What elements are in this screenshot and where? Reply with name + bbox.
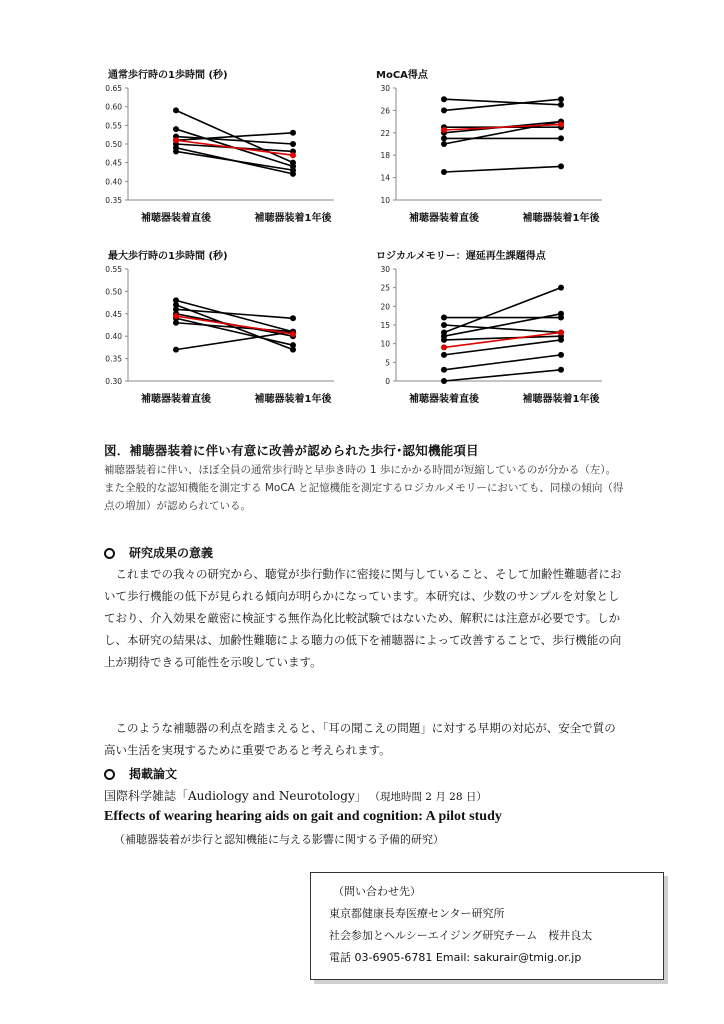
contact-box [310,872,664,980]
y-tick-label: 0.45 [105,158,122,168]
y-tick-label: 30 [380,84,390,93]
y-tick-label: 20 [380,302,390,312]
data-point [173,107,179,113]
y-tick-label: 30 [380,265,390,274]
data-point [558,163,564,169]
mean-data-point [558,329,564,335]
significance-paragraph-1: これまでの我々の研究から、聴覚が歩行動作に密接に関与していること、そして加齢性難聴者において歩行機能の低下が見られる傾向が明らかになっています。本研究は、少数のサンプルを対象としており、介入効果を厳密に検証する無作為化比較試験ではないため、解釈には注意が必要です。しかし、本研究の結果は、加齢性難聴による聴力の低下を補聴器によって改善することで、歩行機能の向上が期待できる可能性を示唆しています。 [104,567,622,669]
circle-bullet-icon [104,769,115,780]
data-point [558,96,564,102]
contact-label: （問い合わせ先） [333,885,421,898]
section-heading-text: 掲載論文 [129,767,178,781]
data-point [558,337,564,343]
y-tick-label: 0.40 [105,177,122,187]
contact-team: 社会参加とヘルシーエイジング研究チーム 桜井良太 [329,929,593,942]
mean-data-point [173,137,179,143]
data-point [173,320,179,326]
mean-data-point [290,331,296,337]
circle-bullet-icon [104,548,115,559]
data-point [173,126,179,132]
data-point [441,315,447,321]
data-point [441,169,447,175]
chart-normal-gait [88,80,350,230]
data-point [558,352,564,358]
x-tick-label: 補聴器装着1年後 [254,394,332,405]
series-line [444,355,561,370]
publication-date: （現地時間 2 月 28 日） [374,791,487,803]
data-point [441,107,447,113]
x-tick-label: 補聴器装着直後 [141,394,211,405]
contact-organization: 東京都健康長寿医療センター研究所 [329,907,505,920]
y-tick-label: 0.55 [105,265,122,274]
y-tick-label: 0.35 [105,354,122,364]
y-tick-label: 0.60 [105,102,122,112]
y-tick-label: 0.55 [105,121,122,131]
y-tick-label: 15 [380,321,390,330]
data-point [290,315,296,321]
series-line [444,370,561,381]
section-heading-publication [104,765,177,782]
data-point [290,130,296,136]
series-line [444,99,561,105]
data-point [441,378,447,384]
y-tick-label: 0.30 [105,377,122,386]
data-point [290,141,296,147]
chart-title-normal-gait: 通常歩行時の1歩時間 (秒) [108,70,228,81]
significance-paragraph-2: このような補聴器の利点を踏まえると、「耳の聞こえの問題」に対する早期の対応が、安全で質の高い生活を実現するために重要であると考えられます。 [104,721,616,757]
y-tick-label: 10 [380,339,390,349]
data-point [558,102,564,108]
chart-moca [356,80,618,230]
journal-line [104,787,487,804]
data-point [173,148,179,154]
y-tick-label: 22 [380,128,390,138]
data-point [558,135,564,141]
chart-logical-memory [356,261,618,411]
data-point [441,352,447,358]
x-tick-label: 補聴器装着1年後 [522,394,600,405]
figure-caption-title: 図．補聴器装着に伴い有意に改善が認められた歩行･認知機能項目 [104,443,479,458]
data-point [290,167,296,173]
data-point [558,311,564,317]
chart-max-gait [88,261,350,411]
data-point [441,96,447,102]
figure-caption-body: 補聴器装着に伴い、ほぼ全員の通常歩行時と早歩き時の 1 歩にかかる時間が短縮しているのが分かる（左）。また全般的な認知機能を測定する MoCA と記憶機能を測定するロジカルメモリーにおいても、同様の傾向（得点の増加）が認められている。 [104,464,624,512]
chart-title-moca: MoCA得点 [376,70,428,81]
mean-data-point [290,152,296,158]
data-point [173,347,179,353]
y-tick-label: 0.40 [105,332,122,342]
y-tick-label: 0.50 [105,140,122,149]
series-line [444,166,561,172]
y-tick-label: 0.50 [105,287,122,297]
data-point [441,337,447,343]
data-point [441,135,447,141]
y-tick-label: 26 [380,106,390,116]
paper-subtitle: （補聴器装着が歩行と認知機能に与える影響に関する予備的研究） [114,833,444,846]
mean-data-point [558,121,564,127]
series-line [444,340,561,355]
series-line [444,99,561,110]
y-tick-label: 14 [380,173,390,183]
y-tick-label: 18 [380,151,390,161]
x-tick-label: 補聴器装着1年後 [254,213,332,224]
y-tick-label: 0 [385,377,390,386]
section-heading-significance [104,544,213,561]
chart-title-logical-memory: ロジカルメモリー：遅延再生課題得点 [376,251,546,262]
data-point [441,367,447,373]
y-tick-label: 10 [380,196,390,205]
mean-data-point [441,127,447,133]
x-tick-label: 補聴器装着1年後 [522,213,600,224]
chart-title-max-gait: 最大歩行時の1歩時間 (秒) [108,251,228,262]
mean-data-point [173,313,179,319]
data-point [441,322,447,328]
x-tick-label: 補聴器装着直後 [141,213,211,224]
data-point [441,141,447,147]
y-tick-label: 25 [380,283,390,293]
y-tick-label: 5 [385,358,390,368]
section-heading-text: 研究成果の意義 [129,546,214,560]
journal-name: 国際科学雑誌「Audiology and Neurotology」 [104,789,367,803]
data-point [558,367,564,373]
paper-title: Effects of wearing hearing aids on gait and cognition: A pilot study [104,809,502,824]
data-point [290,342,296,348]
mean-data-point [441,344,447,350]
y-tick-label: 0.45 [105,309,122,319]
y-tick-label: 0.65 [105,84,122,93]
data-point [558,285,564,291]
x-tick-label: 補聴器装着直後 [409,213,479,224]
x-tick-label: 補聴器装着直後 [409,394,479,405]
contact-phone-email: 電話 03-6905-6781 Email: sakurair@tmig.or.jp [329,951,582,964]
y-tick-label: 0.35 [105,196,122,205]
